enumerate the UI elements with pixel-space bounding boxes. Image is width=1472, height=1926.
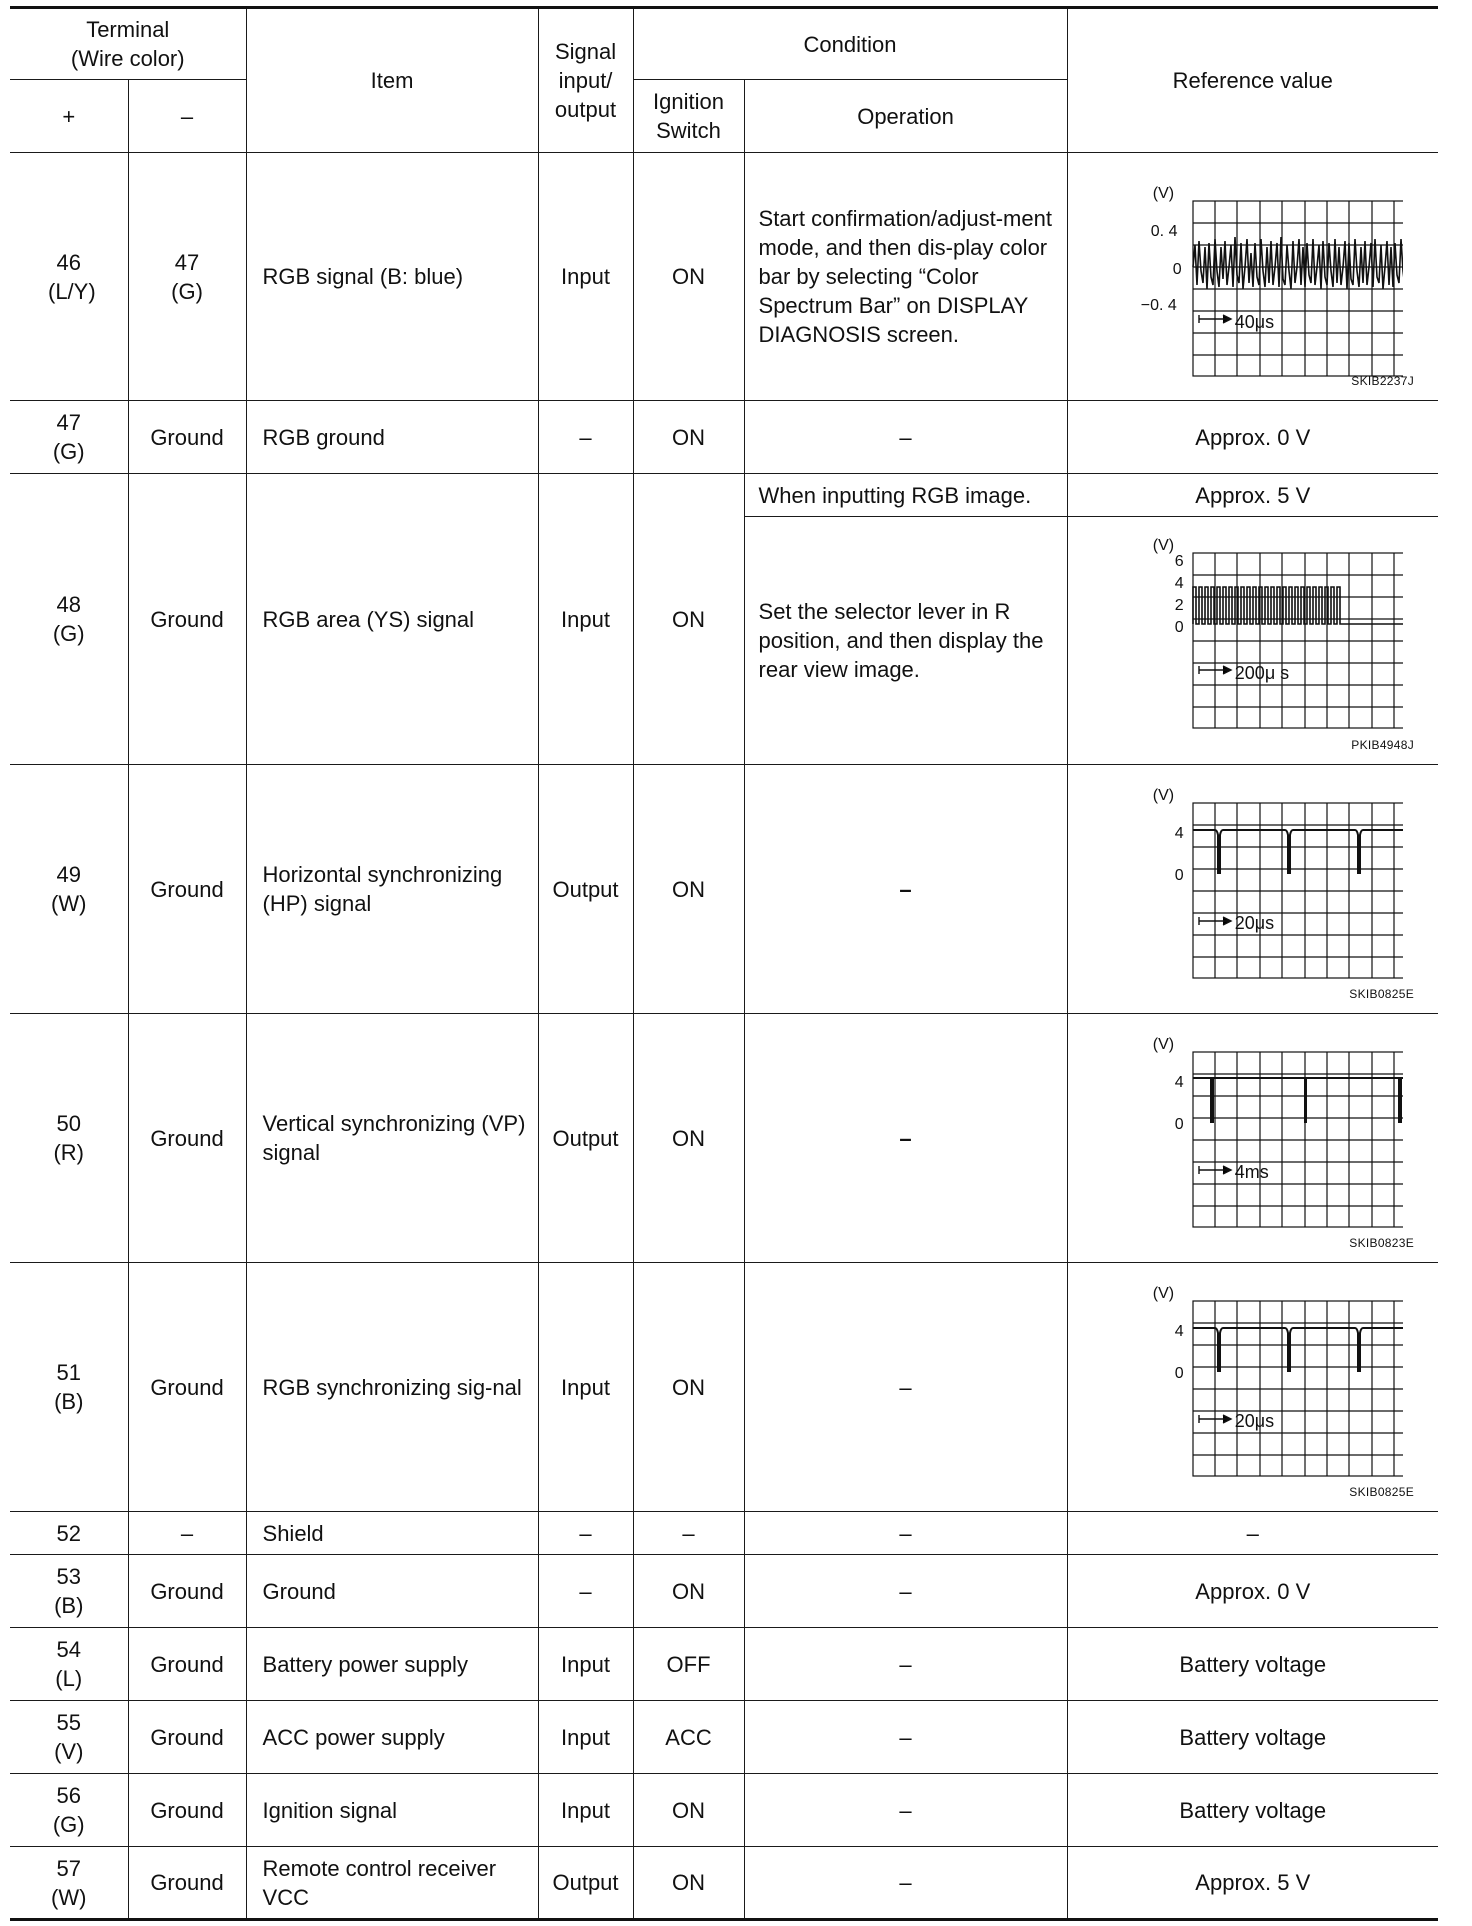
waveform-vp-signal bbox=[1103, 1028, 1403, 1248]
operation: – bbox=[744, 1774, 1067, 1847]
terminal-plus: 54 (L) bbox=[10, 1628, 128, 1701]
header-item: Item bbox=[246, 8, 538, 153]
item-label: Horizontal synchronizing (HP) signal bbox=[246, 765, 538, 1014]
reference-value: – bbox=[1067, 1512, 1438, 1555]
figure-code: SKIB2237J bbox=[1351, 374, 1415, 388]
oscilloscope-waveform bbox=[1103, 167, 1403, 387]
oscilloscope-waveform bbox=[1103, 531, 1403, 751]
terminal-plus: 48 (G) bbox=[10, 474, 128, 765]
scope-unit-label: (V) bbox=[1152, 536, 1175, 554]
reference-scope-46 bbox=[1067, 153, 1438, 401]
signal-io: – bbox=[538, 1555, 633, 1628]
figure-code: SKIB0825E bbox=[1349, 1485, 1415, 1499]
scope-time-label: 20μs bbox=[1234, 913, 1275, 933]
signal-io: Output bbox=[538, 1014, 633, 1263]
figure-code: SKIB0823E bbox=[1349, 1236, 1415, 1250]
header-signal-io: Signal input/ output bbox=[538, 8, 633, 153]
scope-time-label: 4ms bbox=[1234, 1162, 1269, 1182]
terminal-minus: Ground bbox=[128, 1263, 246, 1512]
scope-y-label: 4 bbox=[1174, 1074, 1184, 1091]
operation: – bbox=[744, 765, 1067, 1014]
item-label: Battery power supply bbox=[246, 1628, 538, 1701]
scope-y-label: 4 bbox=[1174, 825, 1184, 842]
item-label: RGB synchronizing sig-nal bbox=[246, 1263, 538, 1512]
table-row bbox=[10, 1701, 1438, 1774]
terminal-minus: 47 (G) bbox=[128, 153, 246, 401]
signal-io: Input bbox=[538, 474, 633, 765]
terminal-minus: Ground bbox=[128, 474, 246, 765]
waveform-rgb-sync bbox=[1103, 1277, 1403, 1497]
header-reference-value: Reference value bbox=[1067, 8, 1438, 153]
figure-code: PKIB4948J bbox=[1351, 738, 1415, 752]
terminal-reference-table bbox=[10, 6, 1438, 1921]
reference-scope-50 bbox=[1067, 1014, 1438, 1263]
scope-y-label: 0 bbox=[1174, 1365, 1184, 1382]
header-condition: Condition bbox=[633, 8, 1067, 80]
table-row bbox=[10, 1847, 1438, 1920]
terminal-plus: 53 (B) bbox=[10, 1555, 128, 1628]
item-label: Ground bbox=[246, 1555, 538, 1628]
scope-unit-label: (V) bbox=[1152, 1036, 1175, 1053]
figure-code: SKIB0825E bbox=[1349, 987, 1415, 1001]
operation: – bbox=[744, 1701, 1067, 1774]
terminal-plus: 47 (G) bbox=[10, 401, 128, 474]
terminal-minus: Ground bbox=[128, 401, 246, 474]
terminal-minus: Ground bbox=[128, 1701, 246, 1774]
terminal-plus: 46 (L/Y) bbox=[10, 153, 128, 401]
signal-io: Input bbox=[538, 1774, 633, 1847]
terminal-plus: 57 (W) bbox=[10, 1847, 128, 1920]
signal-io: Output bbox=[538, 765, 633, 1014]
table-row bbox=[10, 1774, 1438, 1847]
scope-time-label: 200μ s bbox=[1234, 662, 1290, 683]
reference-value: Battery voltage bbox=[1067, 1628, 1438, 1701]
terminal-minus: – bbox=[128, 1512, 246, 1555]
item-label: Ignition signal bbox=[246, 1774, 538, 1847]
ignition-switch: ON bbox=[633, 1555, 744, 1628]
operation: – bbox=[744, 1847, 1067, 1920]
ignition-switch: ON bbox=[633, 1014, 744, 1263]
terminal-plus: 56 (G) bbox=[10, 1774, 128, 1847]
table-row bbox=[10, 1014, 1438, 1263]
table-row bbox=[10, 153, 1438, 401]
terminal-minus: Ground bbox=[128, 765, 246, 1014]
reference-value: Approx. 0 V bbox=[1067, 1555, 1438, 1628]
operation: When inputting RGB image. bbox=[744, 474, 1067, 517]
ignition-switch: ON bbox=[633, 401, 744, 474]
scope-unit-label: (V) bbox=[1152, 1285, 1175, 1302]
item-label: Shield bbox=[246, 1512, 538, 1555]
ignition-switch: ON bbox=[633, 1847, 744, 1920]
waveform-ys-signal bbox=[1103, 531, 1403, 751]
signal-io: Input bbox=[538, 1628, 633, 1701]
oscilloscope-waveform bbox=[1103, 1028, 1403, 1248]
signal-io: Input bbox=[538, 153, 633, 401]
reference-value: Battery voltage bbox=[1067, 1701, 1438, 1774]
terminal-minus: Ground bbox=[128, 1628, 246, 1701]
table-row bbox=[10, 474, 1438, 517]
item-label: RGB ground bbox=[246, 401, 538, 474]
ignition-switch: OFF bbox=[633, 1628, 744, 1701]
operation: – bbox=[744, 1014, 1067, 1263]
terminal-plus: 49 (W) bbox=[10, 765, 128, 1014]
table-row bbox=[10, 1628, 1438, 1701]
table-row bbox=[10, 1512, 1438, 1555]
ignition-switch: ON bbox=[633, 474, 744, 765]
scope-unit-label: (V) bbox=[1152, 184, 1175, 202]
item-label: Vertical synchronizing (VP) signal bbox=[246, 1014, 538, 1263]
scope-time-label: 40μs bbox=[1234, 311, 1275, 332]
scope-y-label: 0 bbox=[1172, 260, 1182, 278]
ignition-switch: ON bbox=[633, 153, 744, 401]
ignition-switch: ON bbox=[633, 765, 744, 1014]
item-label: Remote control receiver VCC bbox=[246, 1847, 538, 1920]
reference-value: Approx. 5 V bbox=[1067, 474, 1438, 517]
terminal-minus: Ground bbox=[128, 1014, 246, 1263]
reference-scope-49 bbox=[1067, 765, 1438, 1014]
scope-y-label: 0 bbox=[1174, 618, 1184, 636]
terminal-minus: Ground bbox=[128, 1847, 246, 1920]
scope-y-label: 4 bbox=[1174, 1323, 1184, 1340]
reference-scope-48 bbox=[1067, 517, 1438, 765]
operation: – bbox=[744, 401, 1067, 474]
terminal-plus: 52 bbox=[10, 1512, 128, 1555]
terminal-minus: Ground bbox=[128, 1774, 246, 1847]
table-row bbox=[10, 1555, 1438, 1628]
reference-value: Approx. 0 V bbox=[1067, 401, 1438, 474]
header-terminal-minus: – bbox=[128, 80, 246, 153]
signal-io: – bbox=[538, 401, 633, 474]
table-row bbox=[10, 401, 1438, 474]
scope-y-label: 0 bbox=[1174, 1116, 1184, 1133]
operation: – bbox=[744, 1512, 1067, 1555]
header-terminal: Terminal (Wire color) bbox=[10, 8, 246, 80]
operation: – bbox=[744, 1263, 1067, 1512]
header-ignition-switch: Ignition Switch bbox=[633, 80, 744, 153]
reference-scope-51 bbox=[1067, 1263, 1438, 1512]
reference-value: Approx. 5 V bbox=[1067, 1847, 1438, 1920]
terminal-plus: 51 (B) bbox=[10, 1263, 128, 1512]
table-row bbox=[10, 1263, 1438, 1512]
operation: Set the selector lever in R position, and then display the rear view image. bbox=[744, 517, 1067, 765]
terminal-plus: 55 (V) bbox=[10, 1701, 128, 1774]
item-label: RGB signal (B: blue) bbox=[246, 153, 538, 401]
operation: – bbox=[744, 1555, 1067, 1628]
reference-value: Battery voltage bbox=[1067, 1774, 1438, 1847]
scope-y-label: 2 bbox=[1174, 596, 1184, 614]
terminal-plus: 50 (R) bbox=[10, 1014, 128, 1263]
scope-y-label: −0. 4 bbox=[1140, 296, 1177, 314]
operation: Start confirmation/adjust-ment mode, and then dis-play color bar by selecting “Color Spectrum Bar” on DISPLAY DIAGNOSIS screen. bbox=[744, 153, 1067, 401]
scope-y-label: 0 bbox=[1174, 867, 1184, 884]
scope-time-label: 20μs bbox=[1234, 1411, 1275, 1431]
waveform-hp-signal bbox=[1103, 779, 1403, 999]
table-row bbox=[10, 765, 1438, 1014]
scope-y-label: 0. 4 bbox=[1150, 222, 1178, 240]
header-terminal-plus: + bbox=[10, 80, 128, 153]
operation: – bbox=[744, 1628, 1067, 1701]
scope-y-label: 6 bbox=[1174, 552, 1184, 570]
ignition-switch: ACC bbox=[633, 1701, 744, 1774]
signal-io: Output bbox=[538, 1847, 633, 1920]
signal-io: Input bbox=[538, 1701, 633, 1774]
scope-y-label: 4 bbox=[1174, 574, 1184, 592]
terminal-minus: Ground bbox=[128, 1555, 246, 1628]
ignition-switch: ON bbox=[633, 1774, 744, 1847]
oscilloscope-waveform bbox=[1103, 1277, 1403, 1497]
oscilloscope-waveform bbox=[1103, 779, 1403, 999]
signal-io: Input bbox=[538, 1263, 633, 1512]
signal-io: – bbox=[538, 1512, 633, 1555]
ignition-switch: ON bbox=[633, 1263, 744, 1512]
ignition-switch: – bbox=[633, 1512, 744, 1555]
waveform-b-blue bbox=[1103, 167, 1403, 387]
item-label: ACC power supply bbox=[246, 1701, 538, 1774]
item-label: RGB area (YS) signal bbox=[246, 474, 538, 765]
scope-unit-label: (V) bbox=[1152, 787, 1175, 804]
header-operation: Operation bbox=[744, 80, 1067, 153]
